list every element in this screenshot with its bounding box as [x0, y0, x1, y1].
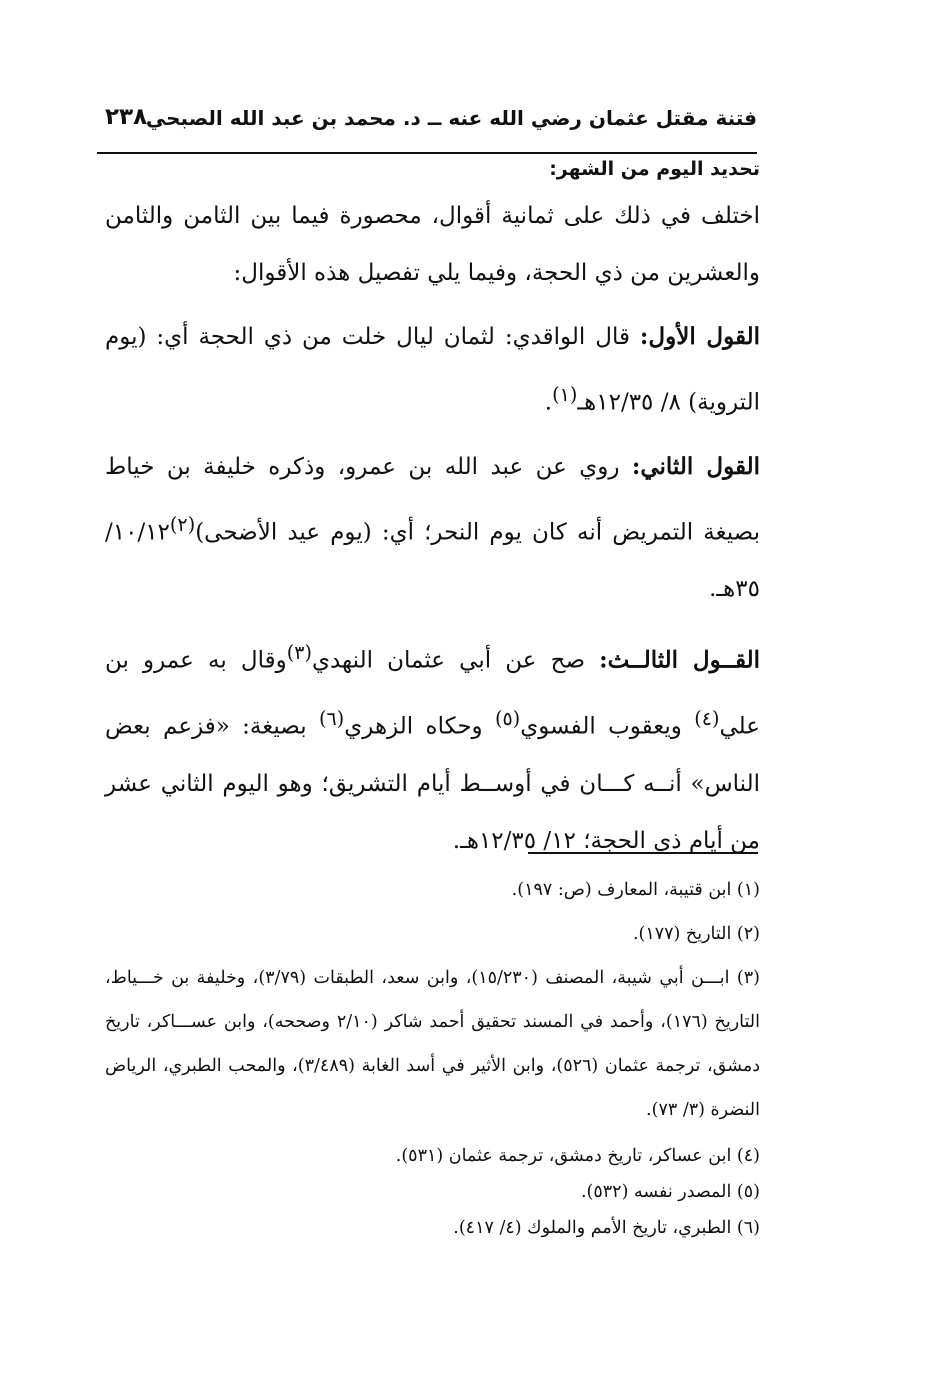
opinion-2-paragraph [105, 438, 760, 619]
opinion-3-text-5: بصيغة: «فزعم بعض الناس» أنــه كـــان في أوســط أيام التشريق؛ وهو اليوم الثاني عشر من أيام ذي الحجة؛ ١٢/ ١٢/٣٥هـ. [105, 713, 760, 854]
opinion-3-text: صح عن أبي عثمان النهدي [311, 647, 600, 674]
opinion-1-text: قال الواقدي: لثمان ليال خلت من ذي الحجة أي: (يوم التروية) ٨/ ١٢/٣٥هـ [105, 324, 760, 416]
footnote-3: (٣) ابـــن أبي شيبة، المصنف (١٥/٢٣٠)، وابن سعد، الطبقات (٣/٧٩)، وخليفة بن خـــياط، التاريخ (١٧٦)، وأحمد في المسند تحقيق أحمد شاكر (٢/١٠ وصححه)، وابن عســـاكر، تاريخ دمشق، ترجمة عثمان (٥٢٦)، وابن الأثير في أسد الغابة (٣/٤٨٩)، والمحب الطبري، الرياض النضرة (٣/ ٧٣). [105, 968, 761, 1120]
header-title: فتنة مقتل عثمان رضي الله عنه ــ د. محمد بن عبد الله الصبحي [145, 106, 757, 130]
footnote-ref-6: (٦) [319, 706, 345, 730]
footnote-ref-1: (١) [552, 383, 578, 406]
page-number: ٢٣٨ [105, 104, 148, 130]
footnote-1: (١) ابن قتيبة، المعارف (ص: ١٩٧). [511, 880, 760, 900]
opinion-3-paragraph [105, 624, 760, 869]
section-heading: تحديد اليوم من الشهر: [549, 158, 760, 180]
running-header [97, 100, 757, 154]
opinion-3-text-2: وقال به عمرو بن علي [105, 647, 760, 740]
opinion-2-text: روي عن عبد الله بن عمرو، وذكره خليفة بن خياط بصيغة التمريض أنه كان يوم النحر؛ أي: (يوم عيد الأضحى) [105, 453, 760, 546]
footnote-ref-2: (٢) [169, 512, 196, 536]
footnote-6: (٦) الطبري، تاريخ الأمم والملوك (٤/ ٤١٧). [453, 1218, 760, 1238]
footnotes [105, 868, 760, 1246]
footnote-ref-3: (٣) [286, 641, 312, 665]
footnote-ref-4: (٤) [694, 706, 720, 730]
footnote-2: (٢) التاريخ (١٧٧). [632, 924, 760, 944]
intro-paragraph: اختلف في ذلك على ثمانية أقوال، محصورة فيما بين الثامن والثامن والعشرين من ذي الحجة، وفيما يلي تفصيل هذه الأقوال: [105, 203, 760, 286]
opinion-2-label: القول الثاني: [631, 452, 760, 480]
opinion-3-label: القــول الثالــث: [599, 646, 761, 674]
opinion-1-tail: . [544, 389, 553, 416]
opinion-1-label: القول الأول: [639, 323, 760, 350]
opinion-3-text-3: ويعقوب الفسوي [520, 713, 695, 740]
footnote-divider [528, 852, 758, 854]
footnote-ref-5: (٥) [495, 706, 521, 730]
main-text [105, 150, 760, 876]
opinion-3-text-4: وحكاه الزهري [344, 713, 496, 740]
opinion-2-tail: ١٠/١٢/ ٣٥هـ. [105, 519, 760, 603]
footnote-5: (٥) المصدر نفسه (٥٣٢). [580, 1182, 760, 1202]
footnote-4: (٤) ابن عساكر، تاريخ دمشق، ترجمة عثمان (٥٣١). [395, 1146, 760, 1166]
opinion-1-paragraph [105, 308, 760, 432]
